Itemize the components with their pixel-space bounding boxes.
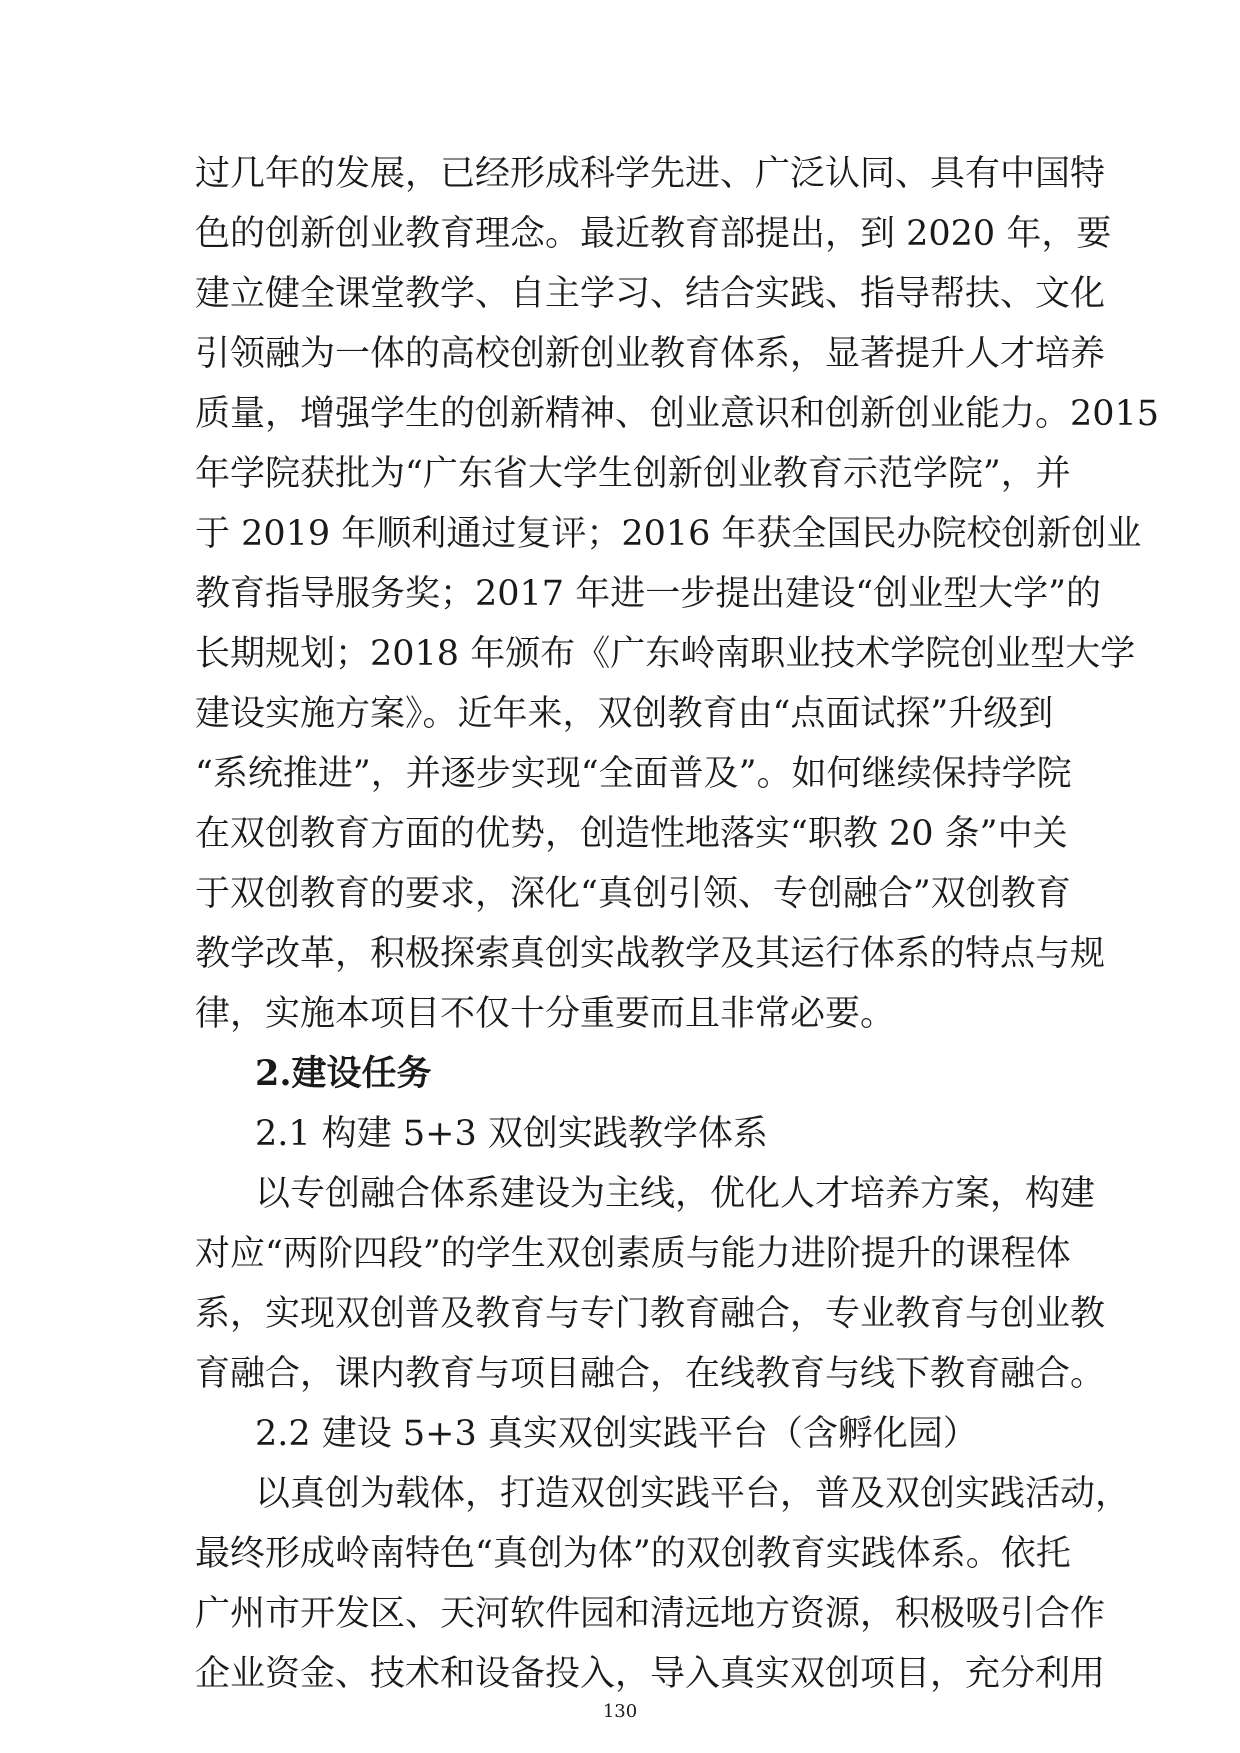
paragraph-line: 色的创新创业教育理念。最近教育部提出，到 2020 年，要: [195, 214, 1112, 254]
paragraph-line: 质量，增强学生的创新精神、创业意识和创新创业能力。2015: [195, 394, 1160, 434]
paragraph-line: “系统推进”，并逐步实现“全面普及”。如何继续保持学院: [195, 754, 1072, 794]
paragraph-line: 广州市开发区、天河软件园和清远地方资源，积极吸引合作: [195, 1594, 1106, 1634]
paragraph-line: 年学院获批为“广东省大学生创新创业教育示范学院”，并: [195, 454, 1071, 494]
paragraph-line: 企业资金、技术和设备投入，导入真实双创项目，充分利用: [195, 1654, 1106, 1694]
paragraph-line: 于双创教育的要求，深化“真创引领、专创融合”双创教育: [195, 874, 1071, 914]
subsection-heading: 2.2 建设 5+3 真实双创实践平台（含孵化园）: [255, 1414, 978, 1454]
paragraph-line: 长期规划；2018 年颁布《广东岭南职业技术学院创业型大学: [195, 634, 1136, 674]
paragraph-line: 过几年的发展，已经形成科学先进、广泛认同、具有中国特: [195, 154, 1106, 194]
paragraph-line: 建设实施方案》。近年来，双创教育由“点面试探”升级到: [195, 694, 1054, 734]
paragraph-line: 引领融为一体的高校创新创业教育体系，显著提升人才培养: [195, 334, 1106, 374]
paragraph-line: 以专创融合体系建设为主线，优化人才培养方案，构建: [255, 1174, 1096, 1214]
paragraph-line: 对应“两阶四段”的学生双创素质与能力进阶提升的课程体: [195, 1234, 1071, 1274]
subsection-heading: 2.1 构建 5+3 双创实践教学体系: [255, 1114, 768, 1154]
paragraph-line: 以真创为载体，打造双创实践平台，普及双创实践活动，: [255, 1474, 1131, 1514]
paragraph-line: 律，实施本项目不仅十分重要而且非常必要。: [195, 994, 896, 1034]
paragraph-line: 于 2019 年顺利通过复评；2016 年获全国民办院校创新创业: [195, 514, 1142, 554]
paragraph-line: 教育指导服务奖；2017 年进一步提出建设“创业型大学”的: [195, 574, 1101, 614]
paragraph-line: 育融合，课内教育与项目融合，在线教育与线下教育融合。: [195, 1354, 1106, 1394]
paragraph-line: 最终形成岭南特色“真创为体”的双创教育实践体系。依托: [195, 1534, 1071, 1574]
paragraph-line: 建立健全课堂教学、自主学习、结合实践、指导帮扶、文化: [195, 274, 1106, 314]
paragraph-line: 教学改革，积极探索真创实战教学及其运行体系的特点与规: [195, 934, 1106, 974]
paragraph-line: 系，实现双创普及教育与专门教育融合，专业教育与创业教: [195, 1294, 1106, 1334]
section-heading: 2.建设任务: [255, 1053, 432, 1094]
page-number: 130: [602, 1701, 638, 1722]
paragraph-line: 在双创教育方面的优势，创造性地落实“职教 20 条”中关: [195, 814, 1068, 854]
